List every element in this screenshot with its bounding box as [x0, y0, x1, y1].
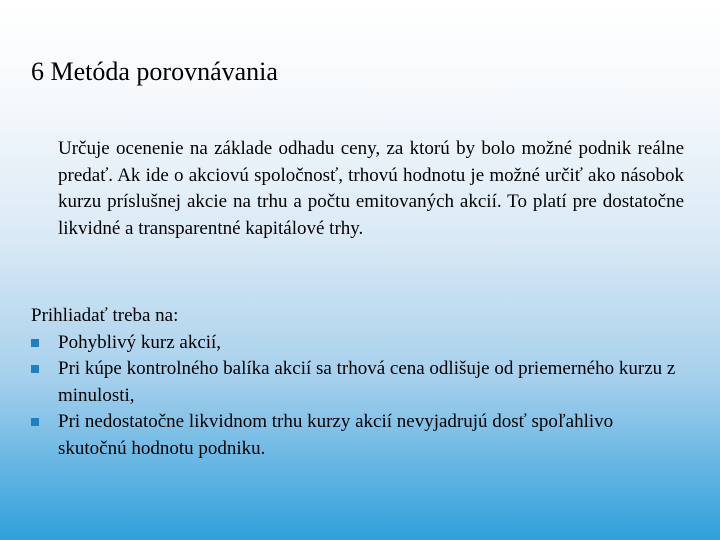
bullet-item — [31, 330, 681, 357]
bullet-text: Pri kúpe kontrolného balíka akcií sa trhová cena odlišuje od priemerného kurzu z minulosti, — [58, 358, 676, 406]
bullet-text: Pohyblivý kurz akcií, — [58, 331, 222, 353]
square-bullet-icon — [31, 339, 39, 347]
bullet-item — [31, 356, 681, 409]
bullet-item — [31, 409, 681, 462]
square-bullet-icon — [31, 418, 39, 426]
bullet-list — [31, 330, 681, 463]
slide-title: 6 Metóda porovnávania — [31, 57, 278, 86]
list-heading: Prihliadať treba na: — [31, 305, 179, 326]
considerations-section — [31, 303, 681, 462]
square-bullet-icon — [31, 365, 39, 373]
description-paragraph: Určuje ocenenie na základe odhadu ceny, za ktorú by bolo možné podnik reálne predať. Ak ide o akciovú spoločnosť, trhovú hodnotu je možné určiť ako násobok kurzu príslušnej akcie na trhu a počtu emitovaných akcií. To platí pre dostatočne likvidné a transparentné kapitálové trhy. — [58, 138, 684, 239]
bullet-text: Pri nedostatočne likvidnom trhu kurzy akcií nevyjadrujú dosť spoľahlivo skutočnú hodnotu podniku. — [58, 411, 614, 459]
